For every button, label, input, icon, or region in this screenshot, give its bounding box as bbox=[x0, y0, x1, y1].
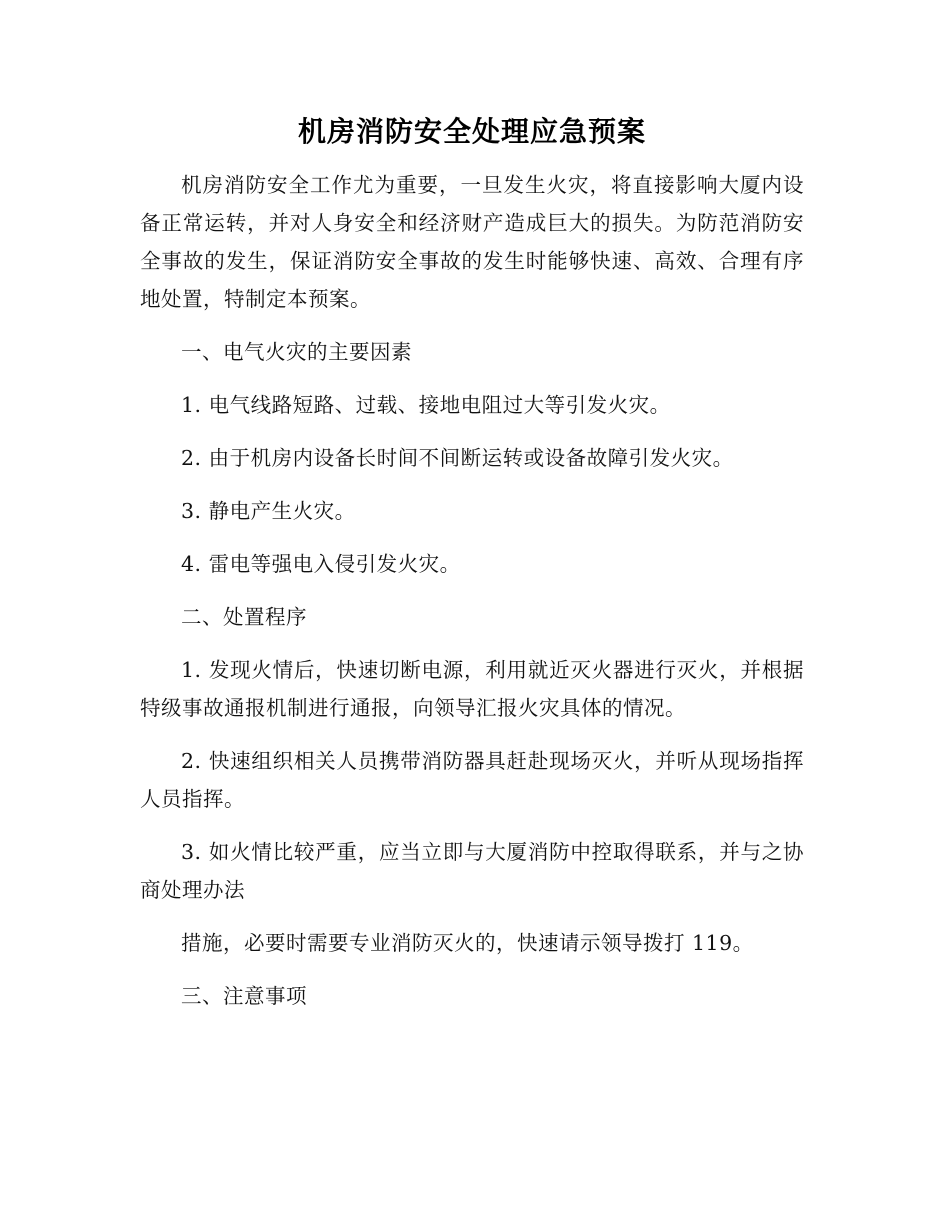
list-item-1-2: 2. 由于机房内设备长时间不间断运转或设备故障引发火灾。 bbox=[181, 446, 734, 470]
list-item-2-3: 3. 如火情比较严重，应当立即与大厦消防中控取得联系，并与之协商处理办法 bbox=[140, 840, 804, 902]
list-item-2-2: 2. 快速组织相关人员携带消防器具赶赴现场灭火，并听从现场指挥人员指挥。 bbox=[140, 749, 804, 811]
list-item-1-4: 4. 雷电等强电入侵引发火灾。 bbox=[181, 552, 461, 576]
continuation-paragraph: 措施，必要时需要专业消防灭火的，快速请示领导拨打 119。 bbox=[181, 931, 754, 955]
list-item-2-1: 1. 发现火情后，快速切断电源，利用就近灭火器进行灭火，并根据特级事故通报机制进行通报，向领导汇报火灾具体的情况。 bbox=[140, 658, 804, 720]
section-heading-3: 三、注意事项 bbox=[181, 984, 307, 1008]
list-item-1-1: 1. 电气线路短路、过载、接地电阻过大等引发火灾。 bbox=[181, 393, 671, 417]
intro-paragraph: 机房消防安全工作尤为重要，一旦发生火灾，将直接影响大厦内设备正常运转，并对人身安全和经济财产造成巨大的损失。为防范消防安全事故的发生，保证消防安全事故的发生时能够快速、高效、合理有序地处置，特制定本预案。 bbox=[140, 173, 804, 311]
document-page bbox=[140, 112, 804, 1015]
list-item-1-3: 3. 静电产生火灾。 bbox=[181, 499, 356, 523]
section-heading-2: 二、处置程序 bbox=[181, 605, 307, 629]
document-title: 机房消防安全处理应急预案 bbox=[297, 115, 646, 148]
section-heading-1: 一、电气火灾的主要因素 bbox=[181, 340, 412, 364]
